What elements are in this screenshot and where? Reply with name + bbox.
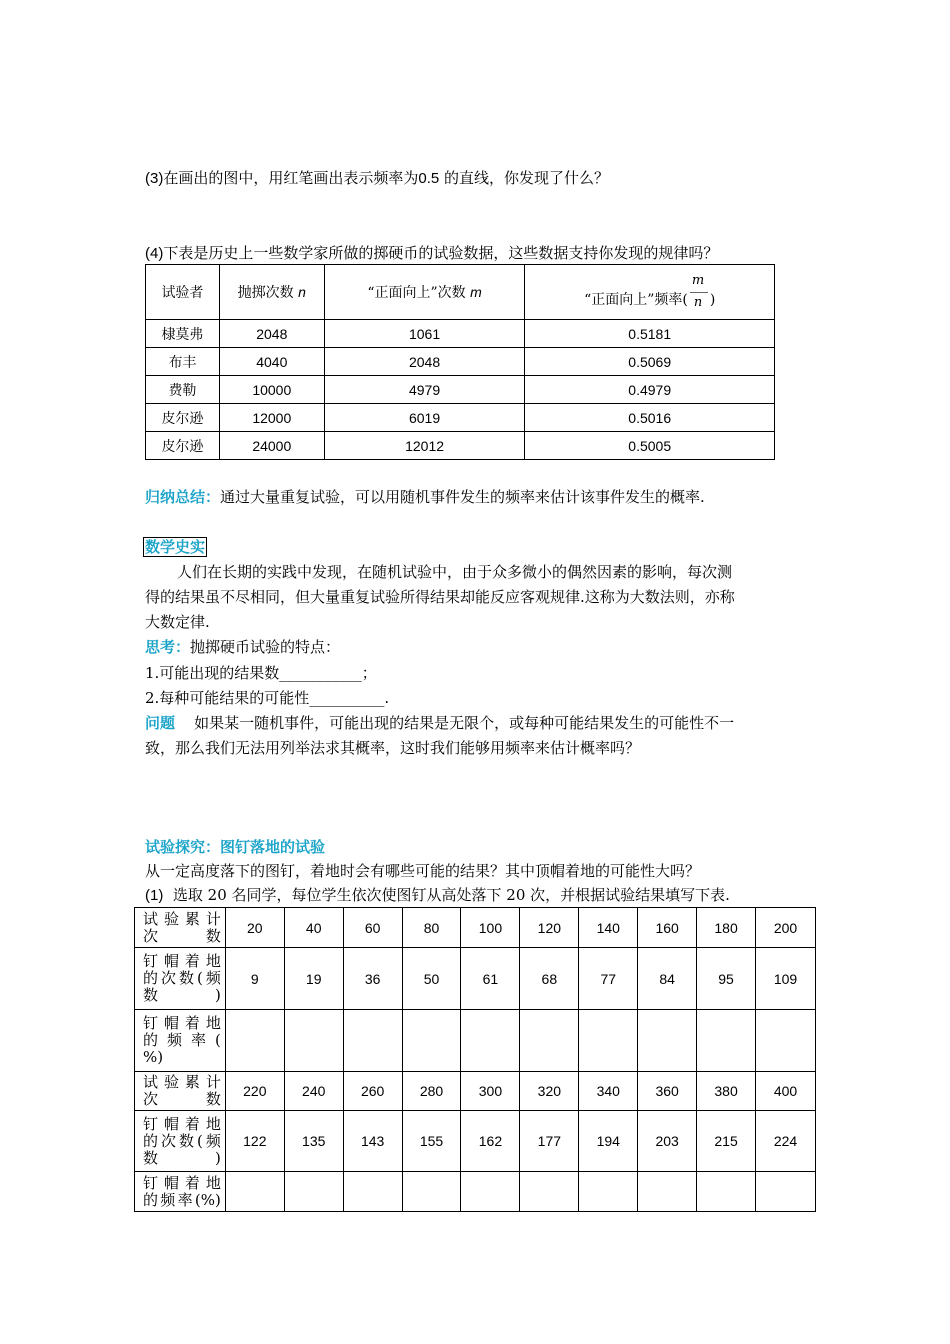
tester-name: 布丰 <box>146 348 220 376</box>
tosses-value: 4040 <box>219 348 324 376</box>
heads-value: 1061 <box>324 320 525 348</box>
header-heads: “正面向上”次数 m <box>324 265 525 320</box>
think-text: 抛掷硬币试验的特点： <box>190 638 341 656</box>
frequency-value: 0.5016 <box>525 404 775 432</box>
counts-row-1: 钉帽着地 的次数(频 数) 9 19 36 50 61 68 77 84 95 109 <box>135 948 816 1010</box>
heads-value: 12012 <box>324 432 525 460</box>
blank-cell[interactable] <box>343 1172 402 1212</box>
blank-cell[interactable] <box>579 1010 638 1072</box>
blank-cell[interactable] <box>520 1172 579 1212</box>
history-title: 数学史实 <box>145 538 206 556</box>
header-frequency: “正面向上”频率( $\frac{m}{n}$ ) <box>525 265 775 320</box>
frequency-value: 0.5069 <box>525 348 775 376</box>
table-row <box>146 404 775 432</box>
blank-cell[interactable] <box>284 1010 343 1072</box>
q4-label: (4) <box>145 245 164 262</box>
trials-row-2: 试验累计 次数 220 240 260 280 300 320 340 360 380 400 <box>135 1072 816 1111</box>
row-label-count: 钉帽着地 的次数(频 数) <box>135 948 226 1010</box>
explore-title: 试验探究：图钉落地的试验 <box>145 838 326 856</box>
blank-cell[interactable] <box>756 1172 816 1212</box>
q3-tail: 的直线，你发现了什么？ <box>444 169 610 187</box>
summary-label: 归纳总结： <box>145 488 221 506</box>
blank-cell[interactable] <box>638 1172 697 1212</box>
tester-name: 棣莫弗 <box>146 320 220 348</box>
summary-text: 通过大量重复试验，可以用随机事件发生的频率来估计该事件发生的概率. <box>220 488 705 506</box>
summary <box>145 486 705 508</box>
think-item-2: 2.每种可能结果的可能性__________. <box>145 689 390 707</box>
heads-value: 4979 <box>324 376 525 404</box>
table-row <box>146 376 775 404</box>
explore-line-1: 从一定高度落下的图钉，着地时会有哪些可能的结果？其中顶帽着地的可能性大吗？ <box>145 862 701 880</box>
tosses-value: 24000 <box>219 432 324 460</box>
fraction-m-over-n: $\frac{m}{n}$ <box>688 285 710 315</box>
blank-cell[interactable] <box>225 1010 284 1072</box>
q4-text: 下表是历史上一些数学家所做的掷硬币的试验数据，这些数据支持你发现的规律吗？ <box>163 244 719 262</box>
row-label-frequency: 钉帽着地 的 频 率 ( %) <box>135 1010 226 1072</box>
question-4 <box>145 242 718 265</box>
frequency-value: 0.5005 <box>525 432 775 460</box>
blank-cell[interactable] <box>756 1010 816 1072</box>
tosses-value: 2048 <box>219 320 324 348</box>
q3-number: 0.5 <box>418 170 440 187</box>
q3-text: 在画出的图中，用红笔画出表示频率为 <box>163 169 419 187</box>
q3-label: (3) <box>145 170 164 187</box>
blank-cell[interactable] <box>697 1010 756 1072</box>
blank-cell[interactable] <box>402 1172 461 1212</box>
blank-cell[interactable] <box>225 1172 284 1212</box>
blank-cell[interactable] <box>343 1010 402 1072</box>
coin-toss-table <box>145 264 775 460</box>
table-row <box>146 432 775 460</box>
trials-row-1: 试验累计 次数 20 40 60 80 100 120 140 160 180 200 <box>135 908 816 948</box>
table-row <box>146 348 775 376</box>
thumbtack-table <box>134 907 816 1212</box>
think <box>145 636 340 658</box>
blank-cell[interactable] <box>461 1010 520 1072</box>
blank-cell[interactable] <box>402 1010 461 1072</box>
question-label: 问题 <box>145 714 176 732</box>
question <box>145 711 807 761</box>
row-label-trials: 试验累计 次数 <box>135 908 226 948</box>
row-label-trials: 试验累计 次数 <box>135 1072 226 1111</box>
tester-name: 费勒 <box>146 376 220 404</box>
history-paragraph: 人们在长期的实践中发现，在随机试验中，由于众多微小的偶然因素的影响，每次测 得的结果虽不尽相同，但大量重复试验所得结果却能反应客观规律.这称为大数法则，亦称 大数定律. <box>145 563 735 631</box>
heads-value: 6019 <box>324 404 525 432</box>
blank-cell[interactable] <box>697 1172 756 1212</box>
header-tester: 试验者 <box>146 265 220 320</box>
coin-table-header <box>146 265 775 320</box>
blank-cell[interactable] <box>638 1010 697 1072</box>
blank-cell[interactable] <box>520 1010 579 1072</box>
tester-name: 皮尔逊 <box>146 432 220 460</box>
counts-row-2: 钉帽着地 的次数(频 数) 122 135 143 155 162 177 194 203 215 224 <box>135 1111 816 1172</box>
frequency-value: 0.5181 <box>525 320 775 348</box>
header-tosses: 抛掷次数 n <box>219 265 324 320</box>
question-line-2: 致，那么我们无法用列举法求其概率，这时我们能够用频率来估计概率吗？ <box>145 739 641 757</box>
think-item-1: 1.可能出现的结果数___________； <box>145 664 377 682</box>
row-label-count: 钉帽着地 的次数(频 数) <box>135 1111 226 1172</box>
blank-cell[interactable] <box>461 1172 520 1212</box>
question-3 <box>145 167 609 190</box>
think-label: 思考： <box>145 638 191 656</box>
tester-name: 皮尔逊 <box>146 404 220 432</box>
explore-line-2: (1) 选取 20 名同学，每位学生依次使图钉从高处落下 20 次，并根据试验结果填写下表. <box>145 886 730 904</box>
frequency-row-2 <box>135 1172 816 1212</box>
frequency-value: 0.4979 <box>525 376 775 404</box>
heads-value: 2048 <box>324 348 525 376</box>
tosses-value: 12000 <box>219 404 324 432</box>
question-line-1: 如果某一随机事件，可能出现的结果是无限个，或每种可能结果发生的可能性不一 <box>194 714 735 732</box>
frequency-row-1 <box>135 1010 816 1072</box>
table-row <box>146 320 775 348</box>
blank-cell[interactable] <box>579 1172 638 1212</box>
tosses-value: 10000 <box>219 376 324 404</box>
blank-cell[interactable] <box>284 1172 343 1212</box>
row-label-frequency: 钉帽着地 的频率(%) <box>135 1172 226 1212</box>
